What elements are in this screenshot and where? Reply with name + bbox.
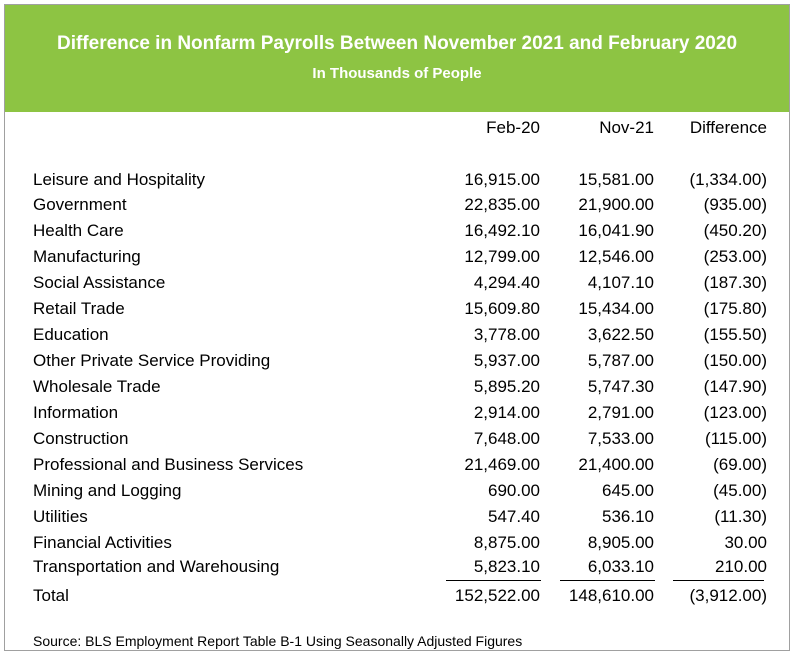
column-header-difference: Difference: [689, 118, 767, 137]
row-label: Financial Activities: [33, 533, 172, 552]
cell-feb20: 16,915.00: [464, 170, 540, 189]
row-label: Other Private Service Providing: [33, 351, 271, 370]
cell-feb20: 22,835.00: [464, 195, 540, 214]
cell-difference: (147.90): [703, 377, 767, 396]
cell-difference: (253.00): [703, 247, 767, 266]
cell-nov21: 21,900.00: [578, 195, 654, 214]
cell-nov21: 536.10: [602, 507, 654, 526]
cell-feb20: 5,895.20: [473, 377, 540, 396]
row-label: Total: [33, 586, 69, 605]
table-row: [5, 507, 789, 533]
row-label: Wholesale Trade: [33, 377, 161, 396]
cell-difference: (935.00): [703, 195, 767, 214]
cell-nov21: 15,434.00: [578, 299, 654, 318]
cell-difference: (11.30): [714, 507, 767, 526]
cell-feb20: 15,609.80: [464, 299, 540, 318]
cell-difference: (45.00): [713, 481, 767, 500]
cell-feb20: 4,294.40: [473, 273, 540, 292]
total-underline: [560, 580, 655, 581]
table-row: [5, 377, 789, 403]
cell-nov21: 12,546.00: [578, 247, 654, 266]
table-row: [5, 403, 789, 429]
cell-feb20: 5,823.10: [473, 557, 540, 576]
cell-difference: 210.00: [715, 557, 767, 576]
row-label: Professional and Business Services: [33, 455, 304, 474]
cell-nov21: 148,610.00: [568, 586, 654, 605]
cell-nov21: 645.00: [602, 481, 654, 500]
cell-feb20: 5,937.00: [473, 351, 540, 370]
row-label: Manufacturing: [33, 247, 141, 266]
table-header-band: [5, 5, 789, 112]
table-row: [5, 351, 789, 377]
total-underline: [673, 580, 764, 581]
cell-nov21: 2,791.00: [587, 403, 654, 422]
row-label: Social Assistance: [33, 273, 166, 292]
cell-feb20: 7,648.00: [473, 429, 540, 448]
table-frame: [4, 4, 790, 651]
column-header-feb20: Feb-20: [486, 118, 540, 137]
cell-difference: (450.20): [703, 221, 767, 240]
row-label: Utilities: [33, 507, 88, 526]
cell-feb20: 690.00: [488, 481, 540, 500]
cell-feb20: 2,914.00: [473, 403, 540, 422]
total-underline: [446, 580, 541, 581]
cell-difference: (3,912.00): [689, 586, 767, 605]
column-header-nov21: Nov-21: [599, 118, 654, 137]
cell-difference: (1,334.00): [689, 170, 767, 189]
cell-feb20: 3,778.00: [473, 325, 540, 344]
cell-nov21: 4,107.10: [587, 273, 654, 292]
cell-difference: (123.00): [703, 403, 767, 422]
cell-nov21: 3,622.50: [587, 325, 654, 344]
row-label: Health Care: [33, 221, 124, 240]
cell-feb20: 152,522.00: [454, 586, 540, 605]
cell-nov21: 15,581.00: [578, 170, 654, 189]
cell-nov21: 5,747.30: [587, 377, 654, 396]
table-row: [5, 455, 789, 481]
cell-difference: (150.00): [703, 351, 767, 370]
row-label: Mining and Logging: [33, 481, 182, 500]
row-label: Government: [33, 195, 127, 214]
cell-feb20: 21,469.00: [464, 455, 540, 474]
table-row: [5, 247, 789, 273]
row-label: Information: [33, 403, 119, 422]
cell-difference: (115.00): [704, 429, 767, 448]
cell-difference: (175.80): [703, 299, 767, 318]
cell-nov21: 5,787.00: [587, 351, 654, 370]
row-label: Leisure and Hospitality: [33, 170, 205, 189]
cell-nov21: 16,041.90: [578, 221, 654, 240]
table-row: [5, 170, 789, 196]
cell-nov21: 7,533.00: [587, 429, 654, 448]
cell-feb20: 547.40: [488, 507, 540, 526]
table-row: [5, 481, 789, 507]
table-row: [5, 299, 789, 325]
row-label: Construction: [33, 429, 129, 448]
cell-feb20: 8,875.00: [473, 533, 540, 552]
cell-nov21: 8,905.00: [587, 533, 654, 552]
table-subtitle: In Thousands of People: [312, 65, 482, 82]
table-row: [5, 195, 789, 221]
cell-nov21: 6,033.10: [587, 557, 654, 576]
cell-nov21: 21,400.00: [578, 455, 654, 474]
cell-difference: (155.50): [703, 325, 767, 344]
table-row: [5, 325, 789, 351]
total-row: [5, 586, 789, 612]
table-row: [5, 557, 789, 583]
cell-difference: (187.30): [703, 273, 767, 292]
row-label: Education: [33, 325, 109, 344]
table-row: [5, 429, 789, 455]
row-label: Retail Trade: [33, 299, 125, 318]
table-title: Difference in Nonfarm Payrolls Between November 2021 and February 2020: [56, 33, 738, 54]
table-row: [5, 221, 789, 247]
cell-feb20: 16,492.10: [464, 221, 540, 240]
cell-difference: 30.00: [724, 533, 767, 552]
table-row: [5, 273, 789, 299]
row-label: Transportation and Warehousing: [33, 557, 280, 576]
cell-difference: (69.00): [713, 455, 767, 474]
source-note: Source: BLS Employment Report Table B-1 Using Seasonally Adjusted Figures: [33, 633, 523, 649]
table-row: [5, 533, 789, 559]
cell-feb20: 12,799.00: [464, 247, 540, 266]
